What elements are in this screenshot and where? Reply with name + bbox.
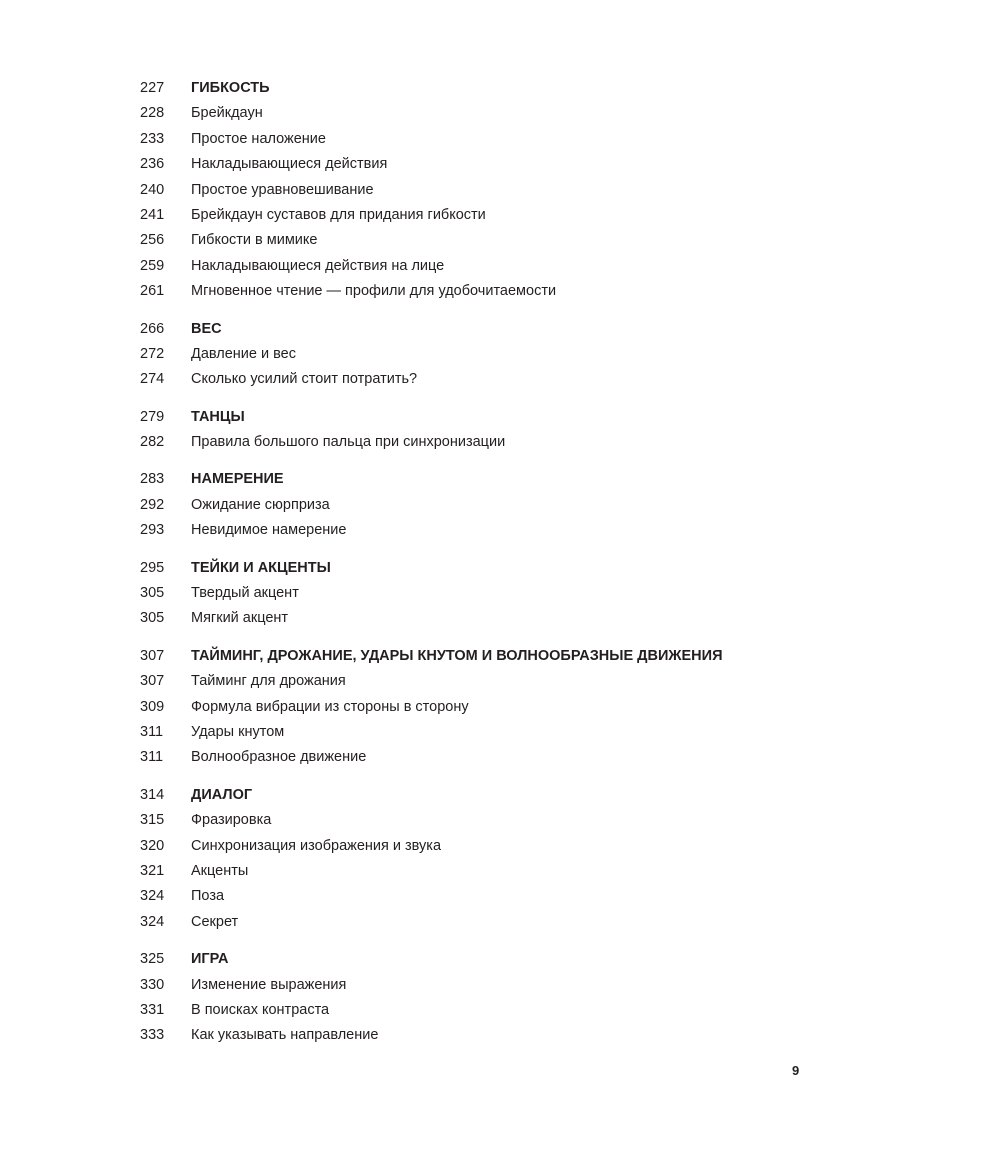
page-number: 279 bbox=[140, 408, 165, 425]
page-number: 227 bbox=[140, 80, 165, 96]
toc-entry bbox=[140, 101, 900, 126]
toc-entry bbox=[140, 342, 900, 367]
page-number: 320 bbox=[140, 837, 165, 854]
page-number: 283 bbox=[140, 471, 165, 488]
toc-entry bbox=[140, 606, 900, 631]
toc-entry bbox=[140, 279, 900, 304]
entry-title: Формула вибрации из стороны в сторону bbox=[191, 698, 469, 715]
page-number: 324 bbox=[140, 888, 165, 905]
toc-entry bbox=[140, 127, 900, 152]
entry-title: Поза bbox=[191, 888, 225, 905]
heading-title: ИГРА bbox=[191, 951, 229, 968]
heading-title: ТАНЦЫ bbox=[191, 408, 245, 425]
toc-entry bbox=[140, 518, 900, 543]
toc-entry bbox=[140, 745, 900, 770]
entry-title: Изменение выражения bbox=[191, 976, 347, 993]
entry-title: Правила большого пальца при синхронизации bbox=[191, 434, 506, 451]
toc-section-intention bbox=[140, 467, 900, 543]
entry-title: Акценты bbox=[191, 862, 249, 879]
toc-entry bbox=[140, 808, 900, 833]
heading-title: ТЕЙКИ И АКЦЕНТЫ bbox=[191, 559, 331, 576]
page-number: 240 bbox=[140, 181, 165, 198]
entry-title: Сколько усилий стоит потратить? bbox=[191, 371, 418, 388]
page-number: 330 bbox=[140, 976, 165, 993]
toc-entry bbox=[140, 493, 900, 518]
entry-title: Давление и вес bbox=[191, 345, 296, 362]
page-number: 295 bbox=[140, 559, 165, 576]
page-number: 307 bbox=[140, 647, 165, 664]
table-of-contents bbox=[140, 76, 900, 1061]
toc-heading bbox=[140, 556, 900, 581]
entry-title: Накладывающиеся действия bbox=[191, 156, 388, 173]
heading-title: НАМЕРЕНИЕ bbox=[191, 471, 284, 488]
heading-title: ДИАЛОГ bbox=[191, 786, 253, 803]
toc-entry bbox=[140, 973, 900, 998]
page-number: 233 bbox=[140, 130, 165, 147]
heading-title: ТАЙМИНГ, ДРОЖАНИЕ, УДАРЫ КНУТОМ И ВОЛНООБРАЗНЫЕ ДВИЖЕНИЯ bbox=[191, 647, 723, 664]
page-number: 236 bbox=[140, 156, 165, 173]
entry-title: Брейкдаун bbox=[191, 105, 263, 122]
toc-heading bbox=[140, 783, 900, 808]
toc-entry bbox=[140, 254, 900, 279]
toc-heading bbox=[140, 947, 900, 972]
toc-heading bbox=[140, 644, 900, 669]
toc-entry bbox=[140, 430, 900, 455]
entry-title: Простое наложение bbox=[191, 130, 326, 147]
page-number: 266 bbox=[140, 320, 165, 337]
entry-title: Простое уравновешивание bbox=[191, 181, 374, 198]
toc-heading bbox=[140, 405, 900, 430]
toc-entry bbox=[140, 178, 900, 203]
heading-title: ВЕС bbox=[191, 320, 222, 337]
entry-title: Накладывающиеся действия на лице bbox=[191, 257, 445, 274]
page-number: 314 bbox=[140, 786, 165, 803]
page-number: 228 bbox=[140, 105, 165, 122]
page-number: 321 bbox=[140, 862, 165, 879]
entry-title: Волнообразное движение bbox=[191, 749, 367, 766]
entry-title: Невидимое намерение bbox=[191, 522, 347, 539]
toc-section-timing bbox=[140, 644, 900, 771]
heading-title: ГИБКОСТЬ bbox=[191, 80, 270, 96]
page-number: 311 bbox=[140, 723, 164, 740]
toc-entry bbox=[140, 1023, 900, 1048]
page-number: 293 bbox=[140, 522, 165, 539]
toc-section-dances bbox=[140, 405, 900, 456]
entry-title: Удары кнутом bbox=[191, 723, 285, 740]
entry-title: Синхронизация изображения и звука bbox=[191, 837, 442, 854]
page-number: 282 bbox=[140, 434, 165, 451]
toc-entry bbox=[140, 367, 900, 392]
entry-title: Тайминг для дрожания bbox=[191, 673, 346, 690]
entry-title: Секрет bbox=[191, 913, 239, 930]
toc-entry bbox=[140, 669, 900, 694]
entry-title: Гибкости в мимике bbox=[191, 232, 318, 249]
page-number: 331 bbox=[140, 1001, 165, 1018]
page-number: 274 bbox=[140, 371, 165, 388]
page-number: 259 bbox=[140, 257, 165, 274]
toc-entry bbox=[140, 203, 900, 228]
page-number: 309 bbox=[140, 698, 165, 715]
page-number: 315 bbox=[140, 812, 165, 829]
page-number: 272 bbox=[140, 345, 165, 362]
page-number: 261 bbox=[140, 283, 165, 300]
toc-section-flexibility bbox=[140, 76, 900, 305]
entry-title: Брейкдаун суставов для придания гибкости bbox=[191, 206, 486, 223]
page-number: 333 bbox=[140, 1027, 165, 1044]
page-number: 324 bbox=[140, 913, 165, 930]
page-number: 307 bbox=[140, 673, 165, 690]
toc-entry bbox=[140, 910, 900, 935]
page-number: 256 bbox=[140, 232, 165, 249]
toc-heading bbox=[140, 467, 900, 492]
toc-entry bbox=[140, 581, 900, 606]
page-number: 305 bbox=[140, 585, 165, 602]
toc-section-weight bbox=[140, 317, 900, 393]
toc-entry bbox=[140, 859, 900, 884]
entry-title: Ожидание сюрприза bbox=[191, 496, 330, 513]
toc-heading bbox=[140, 76, 900, 101]
page-number: 292 bbox=[140, 496, 165, 513]
entry-title: В поисках контраста bbox=[191, 1001, 330, 1018]
toc-section-acting bbox=[140, 947, 900, 1049]
page-number: 325 bbox=[140, 951, 165, 968]
entry-title: Фразировка bbox=[191, 812, 272, 829]
toc-entry bbox=[140, 884, 900, 909]
toc-section-dialogue bbox=[140, 783, 900, 935]
entry-title: Мгновенное чтение — профили для удобочитаемости bbox=[191, 283, 557, 300]
toc-entry bbox=[140, 998, 900, 1023]
entry-title: Как указывать направление bbox=[191, 1027, 379, 1044]
toc-entry bbox=[140, 695, 900, 720]
page-number: 311 bbox=[140, 749, 164, 766]
toc-entry bbox=[140, 720, 900, 745]
page-folio-number: 9 bbox=[792, 1063, 800, 1078]
toc-section-takes-accents bbox=[140, 556, 900, 632]
toc-entry bbox=[140, 228, 900, 253]
page-number: 241 bbox=[140, 206, 165, 223]
toc-heading bbox=[140, 317, 900, 342]
toc-entry bbox=[140, 834, 900, 859]
entry-title: Мягкий акцент bbox=[191, 610, 289, 627]
page-number: 305 bbox=[140, 610, 165, 627]
toc-entry bbox=[140, 152, 900, 177]
entry-title: Твердый акцент bbox=[191, 585, 299, 602]
